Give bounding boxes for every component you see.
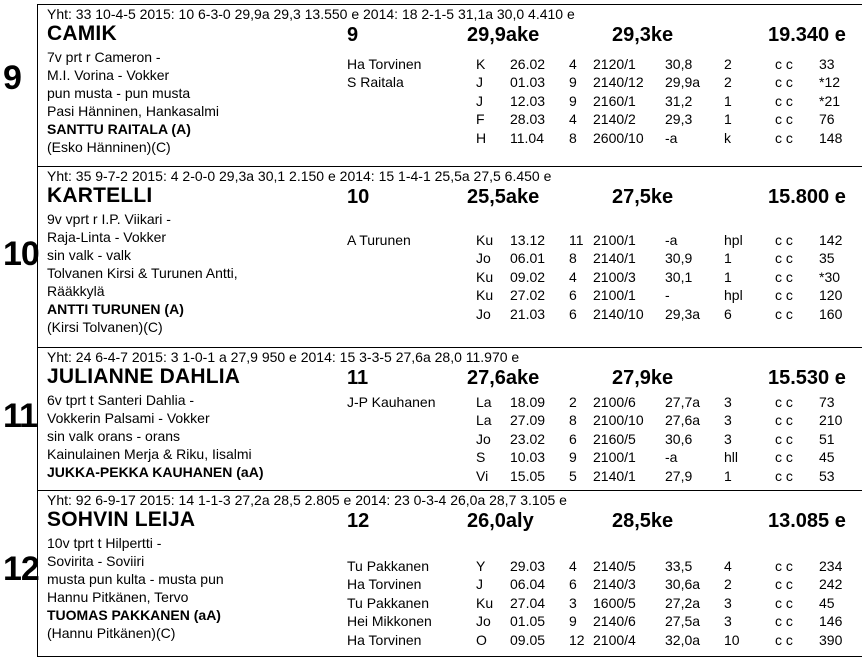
- start-place: 3: [724, 394, 732, 410]
- start-date: 09.05: [510, 631, 546, 648]
- start-track: J: [476, 92, 483, 109]
- record-auto: 26,0aly: [467, 510, 534, 532]
- start-date: 28.03: [510, 111, 546, 128]
- track-number: 10: [347, 186, 370, 208]
- start-shoes: c c: [775, 56, 793, 72]
- start-number: 11: [3, 397, 37, 435]
- start-time: 30,9: [665, 250, 693, 267]
- start-place: 1: [724, 92, 732, 109]
- start-odds: 35: [819, 250, 835, 267]
- start-driver: A Turunen: [347, 232, 411, 248]
- record-volt: 28,5ke: [612, 510, 674, 532]
- start-position: 5: [569, 467, 577, 484]
- start-distance: 2120/1: [593, 56, 636, 72]
- record-volt: 27,9ke: [612, 367, 674, 389]
- start-shoes: c c: [775, 287, 793, 304]
- start-position: 11: [569, 232, 584, 248]
- start-date: 15.05: [510, 467, 546, 484]
- start-time: 30,1: [665, 268, 693, 285]
- start-date: 27.02: [510, 287, 546, 304]
- start-shoes: c c: [775, 394, 793, 410]
- record-auto: 25,5ake: [467, 186, 540, 208]
- start-distance: 2100/1: [593, 232, 636, 248]
- start-place: 1: [724, 467, 732, 484]
- start-shoes: c c: [775, 268, 793, 285]
- start-odds: 33: [819, 56, 835, 72]
- start-position: 6: [569, 430, 577, 447]
- earnings: 13.085 e: [768, 510, 846, 532]
- start-driver: J-P Kauhanen: [347, 394, 436, 410]
- summary-line: Yht: 92 6-9-17 2015: 14 1-1-3 27,2a 28,5 2.805 e 2014: 23 0-3-4 26,0a 28,7 3.105 e: [47, 492, 567, 508]
- start-position: 4: [569, 558, 577, 574]
- record-volt: 27,5ke: [612, 186, 674, 208]
- start-driver: Ha Torvinen: [347, 56, 422, 72]
- start-place: 1: [724, 268, 732, 285]
- horse-info-line: 10v tprt t Hilpertti -: [47, 535, 162, 551]
- start-distance: 2160/1: [593, 92, 636, 109]
- start-date: 13.12: [510, 232, 546, 248]
- start-track: Ku: [476, 232, 494, 248]
- start-date: 29.03: [510, 558, 546, 574]
- start-date: 11.04: [510, 129, 544, 146]
- start-position: 9: [569, 449, 577, 466]
- start-distance: 2140/10: [593, 305, 644, 322]
- start-shoes: c c: [775, 594, 793, 611]
- driver-name: JUKKA-PEKKA KAUHANEN (aA): [47, 464, 264, 480]
- start-time: -a: [665, 449, 678, 466]
- trainer-name: (Esko Hänninen)(C): [47, 139, 171, 155]
- start-position: 6: [569, 287, 577, 304]
- track-number: 11: [347, 367, 369, 389]
- record-auto: 27,6ake: [467, 367, 540, 389]
- trainer-name: (Kirsi Tolvanen)(C): [47, 319, 163, 335]
- start-odds: 160: [819, 305, 843, 322]
- start-place: 4: [724, 558, 732, 574]
- start-distance: 2140/6: [593, 613, 636, 630]
- start-track: Ku: [476, 594, 494, 611]
- start-odds: 120: [819, 287, 843, 304]
- start-odds: 45: [819, 449, 835, 466]
- start-place: 3: [724, 594, 732, 611]
- start-place: 3: [724, 430, 732, 447]
- start-odds: 142: [819, 232, 843, 248]
- start-date: 06.04: [510, 576, 546, 593]
- horse-info-line: Tolvanen Kirsi & Turunen Antti,: [47, 265, 238, 281]
- start-track: S: [476, 449, 486, 466]
- start-track: La: [476, 412, 492, 429]
- start-shoes: c c: [775, 129, 793, 146]
- start-time: 30,6a: [665, 576, 701, 593]
- start-date: 27.09: [510, 412, 546, 429]
- horse-info-line: sin valk orans - orans: [47, 428, 181, 444]
- start-shoes: c c: [775, 631, 793, 648]
- start-odds: 146: [819, 613, 843, 630]
- start-place: 2: [724, 74, 732, 91]
- horse-info-line: Rääkkylä: [47, 283, 105, 299]
- divider-11-12: [37, 490, 862, 491]
- start-date: 21.03: [510, 305, 546, 322]
- start-date: 09.02: [510, 268, 546, 285]
- summary-line: Yht: 24 6-4-7 2015: 3 1-0-1 a 27,9 950 e 2014: 15 3-3-5 27,6a 28,0 11.970 e: [47, 349, 520, 365]
- track-number: 12: [347, 510, 370, 532]
- horse-info-line: Hannu Pitkänen, Tervo: [47, 589, 189, 605]
- start-odds: 73: [819, 394, 835, 410]
- start-track: Jo: [476, 613, 491, 630]
- start-time: 33,5: [665, 558, 693, 574]
- start-odds: 53: [819, 467, 835, 484]
- start-distance: 2100/1: [593, 449, 636, 466]
- driver-name: TUOMAS PAKKANEN (aA): [47, 607, 221, 623]
- start-distance: 2600/10: [593, 129, 644, 146]
- start-time: 30,6: [665, 430, 693, 447]
- start-shoes: c c: [775, 74, 793, 91]
- start-place: hpl: [724, 287, 743, 304]
- start-track: Jo: [476, 430, 491, 447]
- start-track: Ku: [476, 268, 494, 285]
- start-odds: 45: [819, 594, 835, 611]
- start-time: 27,2a: [665, 594, 701, 611]
- horse-info-line: M.I. Vorina - Vokker: [47, 67, 170, 83]
- start-distance: 2100/4: [593, 631, 636, 648]
- start-position: 9: [569, 74, 577, 91]
- summary-line: Yht: 35 9-7-2 2015: 4 2-0-0 29,3a 30,1 2.150 e 2014: 15 1-4-1 25,5a 27,5 6.450 e: [47, 168, 552, 184]
- start-track: J: [476, 576, 483, 593]
- start-date: 01.03: [510, 74, 546, 91]
- start-place: hpl: [724, 232, 743, 248]
- start-date: 23.02: [510, 430, 546, 447]
- start-distance: 2140/2: [593, 111, 636, 128]
- start-shoes: c c: [775, 430, 793, 447]
- start-date: 27.04: [510, 594, 546, 611]
- start-position: 6: [569, 305, 577, 322]
- start-driver: Ha Torvinen: [347, 631, 422, 648]
- start-distance: 2100/1: [593, 287, 636, 304]
- start-odds: *21: [819, 92, 841, 109]
- record-auto: 29,9ake: [467, 24, 540, 46]
- start-time: 30,8: [665, 56, 693, 72]
- start-shoes: c c: [775, 558, 793, 574]
- start-distance: 2160/5: [593, 430, 636, 447]
- start-odds: 210: [819, 412, 843, 429]
- start-shoes: c c: [775, 111, 793, 128]
- horse-info-line: Vokkerin Palsami - Vokker: [47, 410, 210, 426]
- start-position: 3: [569, 594, 577, 611]
- start-date: 06.01: [510, 250, 546, 267]
- start-track: Vi: [476, 467, 489, 484]
- start-distance: 1600/5: [593, 594, 636, 611]
- start-odds: 242: [819, 576, 843, 593]
- trainer-name: (Hannu Pitkänen)(C): [47, 625, 176, 641]
- horse-name: CAMIK: [47, 22, 117, 45]
- start-track: Jo: [476, 305, 491, 322]
- start-time: -a: [665, 232, 678, 248]
- start-position: 8: [569, 250, 577, 267]
- start-driver: Hei Mikkonen: [347, 613, 432, 630]
- start-distance: 2140/3: [593, 576, 636, 593]
- start-time: -: [665, 287, 670, 304]
- record-volt: 29,3ke: [612, 24, 674, 46]
- start-time: 31,2: [665, 92, 693, 109]
- start-shoes: c c: [775, 467, 793, 484]
- start-odds: *30: [819, 268, 841, 285]
- start-track: La: [476, 394, 492, 410]
- start-driver: S Raitala: [347, 74, 404, 91]
- start-time: -a: [665, 129, 678, 146]
- start-odds: 148: [819, 129, 843, 146]
- start-odds: 51: [819, 430, 835, 447]
- horse-name: KARTELLI: [47, 184, 153, 207]
- start-distance: 2140/1: [593, 467, 636, 484]
- start-number: 12: [3, 550, 39, 588]
- horse-info-line: Sovirita - Soviiri: [47, 553, 145, 569]
- start-date: 18.09: [510, 394, 546, 410]
- start-shoes: c c: [775, 232, 793, 248]
- start-driver: Ha Torvinen: [347, 576, 422, 593]
- start-time: 27,5a: [665, 613, 701, 630]
- earnings: 19.340 e: [768, 24, 846, 46]
- start-odds: 234: [819, 558, 843, 574]
- start-shoes: c c: [775, 92, 793, 109]
- horse-info-line: Kainulainen Merja & Riku, Iisalmi: [47, 446, 252, 462]
- driver-name: ANTTI TURUNEN (A): [47, 301, 184, 317]
- horse-info-line: 9v vprt r I.P. Viikari -: [47, 211, 171, 227]
- start-shoes: c c: [775, 613, 793, 630]
- start-date: 01.05: [510, 613, 546, 630]
- horse-name: SOHVIN LEIJA: [47, 508, 196, 531]
- start-place: 2: [724, 56, 732, 72]
- start-time: 29,9a: [665, 74, 701, 91]
- horse-info-line: Pasi Hänninen, Hankasalmi: [47, 103, 219, 119]
- start-track: Jo: [476, 250, 491, 267]
- start-position: 4: [569, 111, 577, 128]
- start-track: Ku: [476, 287, 494, 304]
- horse-info-line: Raja-Linta - Vokker: [47, 229, 167, 245]
- start-time: 27,7a: [665, 394, 701, 410]
- start-place: 10: [724, 631, 740, 648]
- start-place: 6: [724, 305, 732, 322]
- start-time: 27,6a: [665, 412, 701, 429]
- start-distance: 2100/3: [593, 268, 636, 285]
- horse-info-line: pun musta - pun musta: [47, 85, 191, 101]
- start-track: K: [476, 56, 486, 72]
- start-time: 32,0a: [665, 631, 701, 648]
- divider-9-10: [37, 166, 862, 167]
- start-place: 3: [724, 613, 732, 630]
- start-position: 9: [569, 92, 577, 109]
- start-driver: Tu Pakkanen: [347, 558, 429, 574]
- start-track: J: [476, 74, 483, 91]
- start-distance: 2100/6: [593, 394, 636, 410]
- start-shoes: c c: [775, 576, 793, 593]
- earnings: 15.800 e: [768, 186, 846, 208]
- horse-info-line: sin valk - valk: [47, 247, 132, 263]
- start-place: 1: [724, 250, 732, 267]
- horse-info-line: 6v tprt t Santeri Dahlia -: [47, 392, 195, 408]
- start-distance: 2140/12: [593, 74, 644, 91]
- start-odds: 390: [819, 631, 843, 648]
- start-position: 12: [569, 631, 585, 648]
- start-odds: 76: [819, 111, 835, 128]
- start-track: H: [476, 129, 487, 146]
- start-track: Y: [476, 558, 486, 574]
- start-position: 9: [569, 613, 577, 630]
- start-track: O: [476, 631, 487, 648]
- horse-info-line: musta pun kulta - musta pun: [47, 571, 224, 587]
- start-position: 2: [569, 394, 577, 410]
- horse-name: JULIANNE DAHLIA: [47, 365, 241, 388]
- start-shoes: c c: [775, 412, 793, 429]
- divider-10-11: [37, 347, 862, 348]
- start-place: hll: [724, 449, 739, 466]
- start-place: 3: [724, 412, 732, 429]
- start-date: 12.03: [510, 92, 546, 109]
- earnings: 15.530 e: [768, 367, 846, 389]
- start-position: 8: [569, 129, 577, 146]
- start-driver: Tu Pakkanen: [347, 594, 429, 611]
- start-shoes: c c: [775, 305, 793, 322]
- start-position: 4: [569, 268, 577, 285]
- summary-line: Yht: 33 10-4-5 2015: 10 6-3-0 29,9a 29,3 13.550 e 2014: 18 2-1-5 31,1a 30,0 4.410 e: [47, 6, 575, 22]
- start-track: F: [476, 111, 485, 128]
- start-time: 27,9: [665, 467, 693, 484]
- start-date: 26.02: [510, 56, 546, 72]
- start-position: 8: [569, 412, 577, 429]
- start-place: 1: [724, 111, 732, 128]
- start-distance: 2140/1: [593, 250, 636, 267]
- start-shoes: c c: [775, 449, 793, 466]
- start-number: 9: [3, 59, 21, 97]
- start-place: k: [724, 129, 731, 146]
- start-date: 10.03: [510, 449, 546, 466]
- start-position: 6: [569, 576, 577, 593]
- driver-name: SANTTU RAITALA (A): [47, 121, 191, 137]
- start-time: 29,3: [665, 111, 693, 128]
- start-number: 10: [3, 235, 39, 273]
- start-place: 2: [724, 576, 732, 593]
- start-position: 4: [569, 56, 577, 72]
- track-number: 9: [347, 24, 359, 46]
- horse-info-line: 7v prt r Cameron -: [47, 49, 161, 65]
- divider-bottom: [37, 656, 862, 657]
- start-shoes: c c: [775, 250, 793, 267]
- divider-top: [37, 4, 862, 5]
- start-distance: 2140/5: [593, 558, 636, 574]
- start-odds: *12: [819, 74, 841, 91]
- start-time: 29,3a: [665, 305, 701, 322]
- start-distance: 2100/10: [593, 412, 644, 429]
